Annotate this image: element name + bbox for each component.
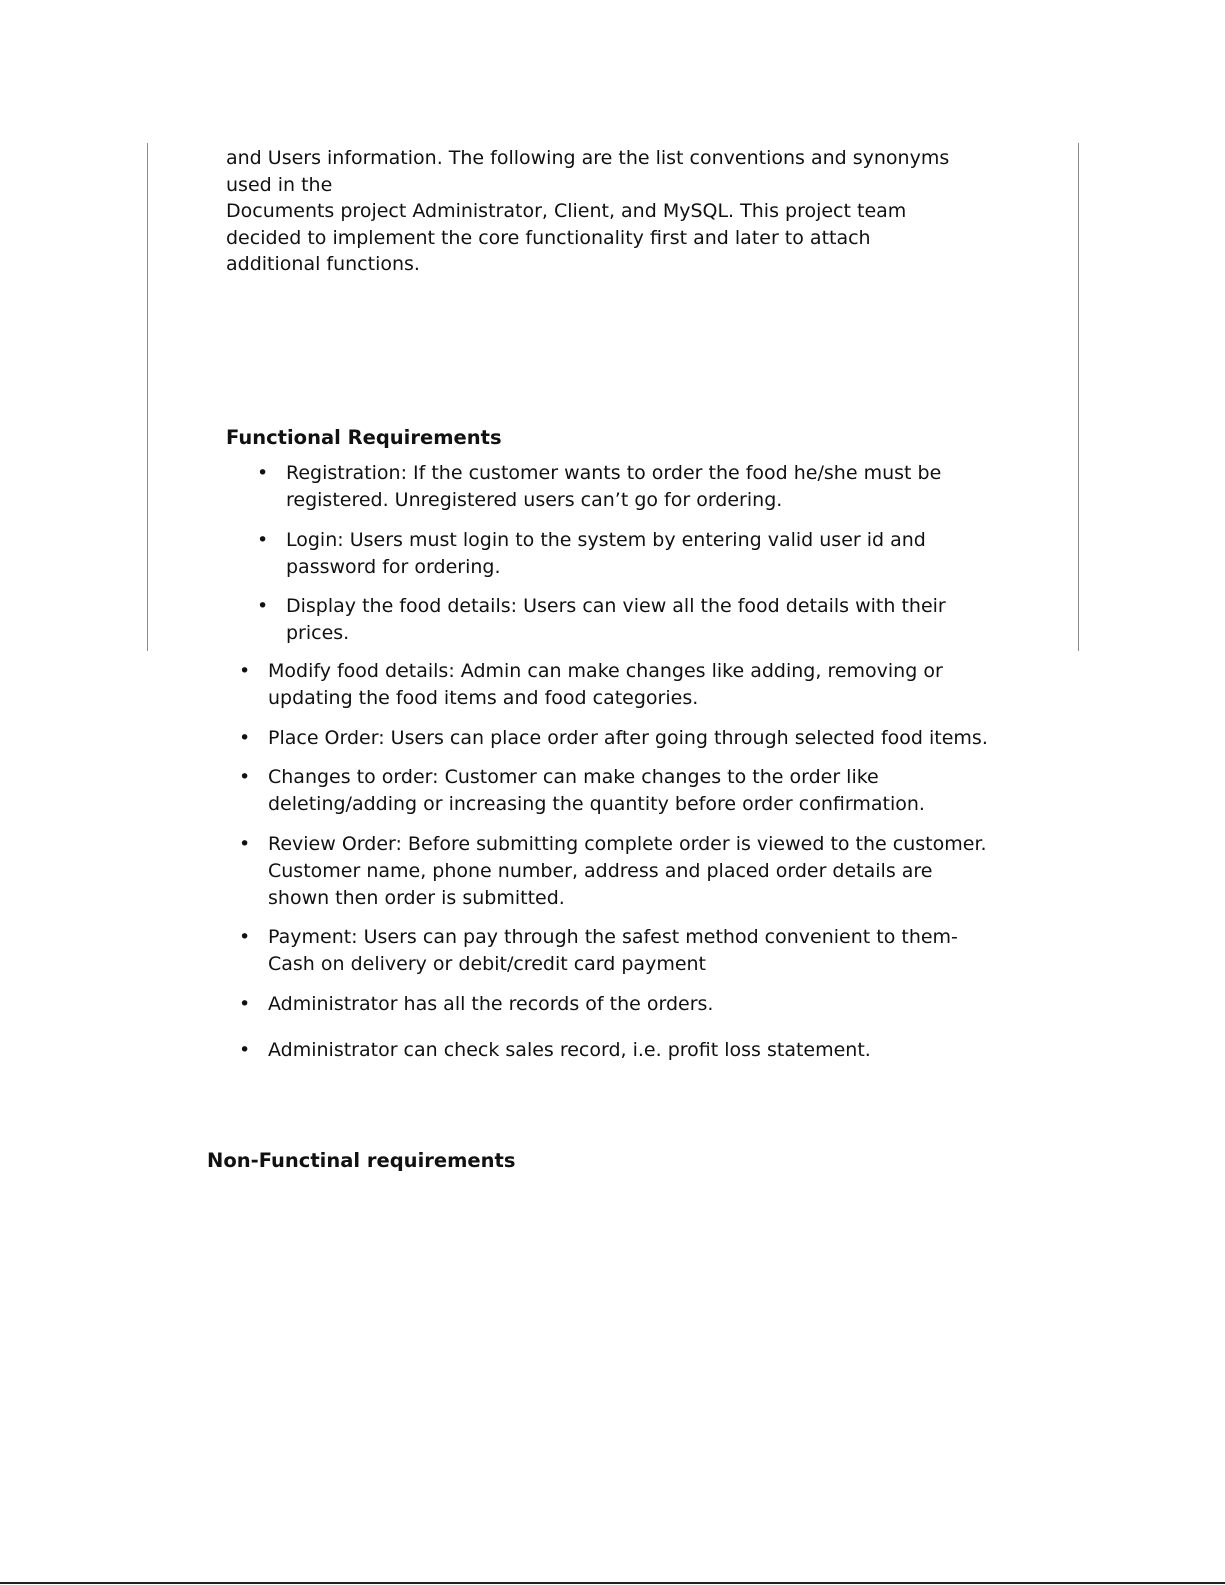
bullet-icon: • xyxy=(257,595,269,617)
page-bottom-divider xyxy=(0,1582,1225,1584)
bullet-icon: • xyxy=(257,462,269,484)
functional-requirements-list-boxed xyxy=(257,460,986,660)
bullet-icon: • xyxy=(239,1038,251,1061)
list-item xyxy=(239,764,998,818)
list-item-text: Review Order: Before submitting complete order is viewed to the customer. Customer name, phone number, address and placed order details are shown then order is submitted. xyxy=(268,832,987,909)
intro-paragraph: and Users information. The following are the list conventions and synonyms used in the Documents project Administrator, Client, and MySQL. This project team decided to implement the core functionality first and later to attach additional functions. xyxy=(226,147,950,275)
list-item-text: Administrator can check sales record, i.e. profit loss statement. xyxy=(268,1038,871,1061)
bullet-icon: • xyxy=(239,766,251,788)
list-item-text: Payment: Users can pay through the safest method convenient to them- Cash on delivery or debit/credit card payment xyxy=(268,926,958,975)
bullet-icon: • xyxy=(257,528,269,551)
bullet-icon: • xyxy=(239,726,251,749)
list-item-text: Display the food details: Users can view all the food details with their prices. xyxy=(286,595,946,644)
functional-requirements-list-continued xyxy=(239,658,998,1076)
list-item xyxy=(257,527,986,581)
list-item-text: Administrator has all the records of the orders. xyxy=(268,992,714,1015)
functional-requirements-heading: Functional Requirements xyxy=(226,426,502,449)
list-item xyxy=(239,658,998,712)
bullet-icon: • xyxy=(239,926,251,948)
list-item-text: Place Order: Users can place order after going through selected food items. xyxy=(268,726,988,749)
bullet-icon: • xyxy=(239,992,251,1015)
bullet-icon: • xyxy=(239,660,251,682)
list-item xyxy=(239,831,998,912)
list-item xyxy=(239,1037,998,1064)
non-functional-requirements-heading: Non-Functinal requirements xyxy=(207,1149,516,1172)
list-item xyxy=(239,991,998,1018)
list-item xyxy=(239,725,998,752)
list-item xyxy=(257,460,986,514)
list-item xyxy=(257,593,986,647)
list-item-text: Modify food details: Admin can make changes like adding, removing or updating the food items and food categories. xyxy=(268,660,943,709)
list-item xyxy=(239,924,998,978)
list-item-text: Changes to order: Customer can make changes to the order like deleting/adding or increasing the quantity before order confirmation. xyxy=(268,766,925,815)
bullet-icon: • xyxy=(239,832,251,855)
list-item-text: Login: Users must login to the system by entering valid user id and password for ordering. xyxy=(286,528,926,578)
list-item-text: Registration: If the customer wants to order the food he/she must be registered. Unregistered users can’t go for ordering. xyxy=(286,462,942,511)
